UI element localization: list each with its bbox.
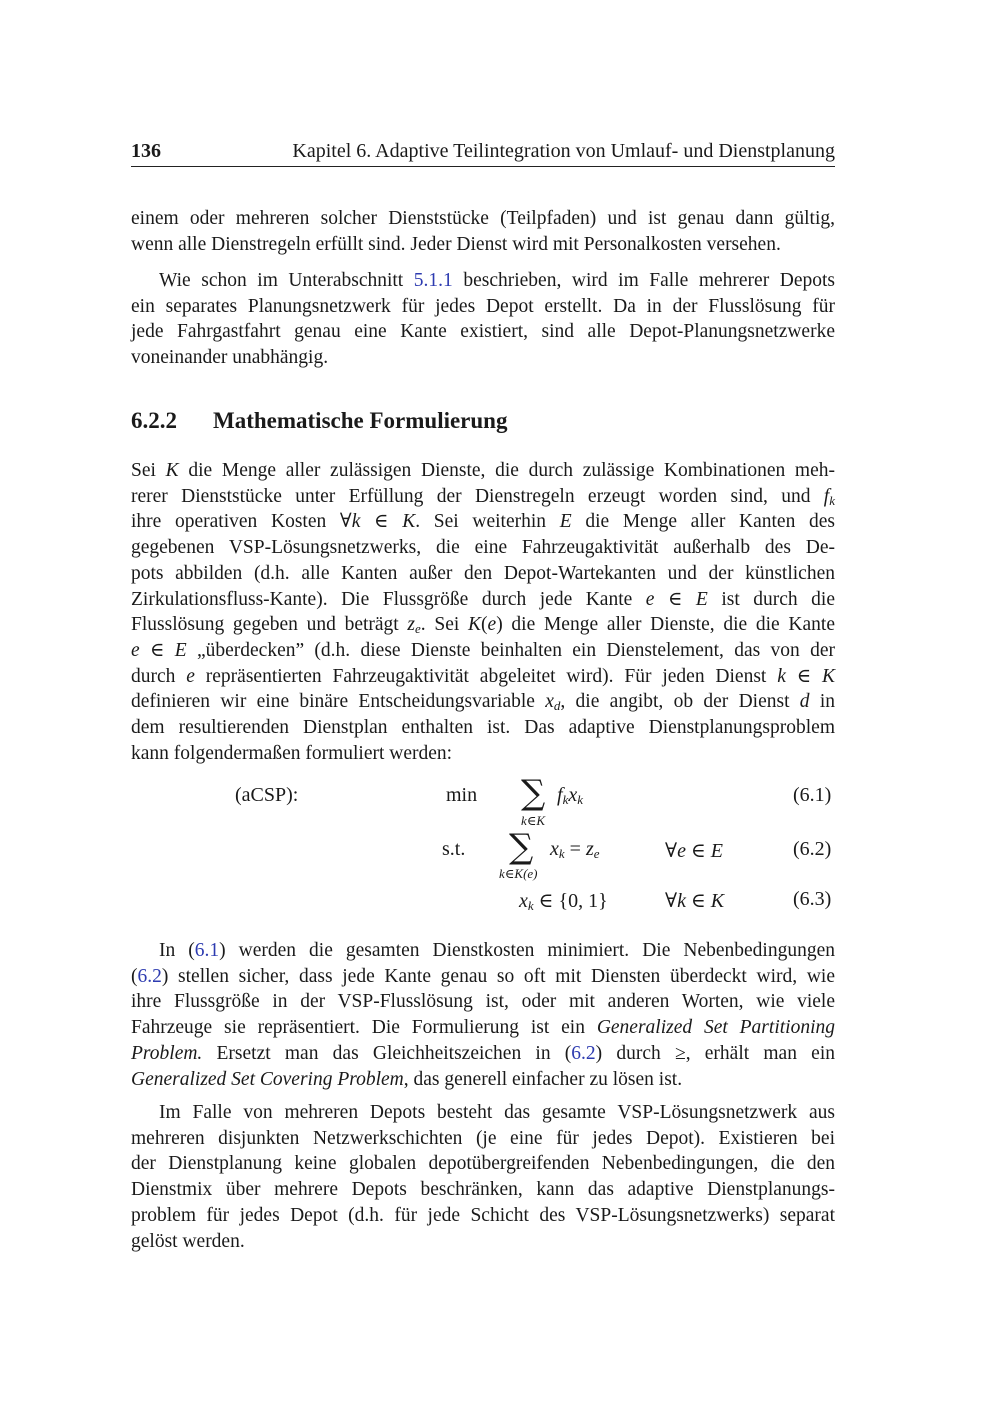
text-line: dem resultierenden Dienstplan enthalten ist. Das adaptive Dienstplanungsproblem: [131, 717, 835, 739]
text-line: einem oder mehreren solcher Dienststücke (Teilpfaden) und ist genau dann gültig,: [131, 208, 835, 229]
text-line: rerer Dienststücke unter Erfüllung der Dienstregeln erzeugt worden sind, und $f_k$: [131, 485, 835, 508]
text-line: mehreren disjunkten Netzwerkschichten (je eine für jedes Depot). Existieren bei: [131, 1127, 835, 1149]
paragraph-5: [131, 1100, 835, 1254]
paragraph-4: [131, 938, 835, 1092]
sum-subscript: k∈K: [521, 813, 546, 828]
text-line: Generalized Set Covering Problem, das generell einfacher zu lösen ist.: [131, 1068, 683, 1090]
equation-link[interactable]: 6.2: [137, 965, 162, 987]
text-line: der Dienstplanung keine globalen depotübergreifenden Nebenbedingungen, die den: [131, 1153, 835, 1175]
paragraph-1: [131, 206, 835, 257]
equation-number: (6.2): [793, 838, 832, 860]
text-line: Sei K die Menge aller zulässigen Dienste, die durch zulässige Kombinationen meh-: [131, 460, 836, 481]
text-line: gegebenen VSP-Lösungsnetzwerks, die eine Fahrzeugaktivität außerhalb des De-: [131, 537, 835, 559]
text-line: jede Fahrgastfahrt genau eine Kante existiert, sind alle Depot-Planungsnetzwerke: [131, 321, 835, 343]
constraint-expression: $x_k = z_e$: [550, 838, 600, 861]
text-line: Problem. Ersetzt man das Gleichheitszeichen in (6.2) durch ≥, erhält man ein: [131, 1042, 835, 1064]
text-line: definieren wir eine binäre Entscheidungsvariable $x_d$, die angibt, ob der Dienst d in: [131, 691, 835, 714]
text-line: Fahrzeuge sie repräsentiert. Die Formulierung ist ein Generalized Set Partitioning: [131, 1017, 835, 1039]
text-line: Flusslösung gegeben und beträgt $z_e$. Sei K(e) die Menge aller Dienste, die die Kante: [131, 614, 835, 637]
page-number: 136: [131, 140, 161, 162]
constraint-condition: ∀k ∈ K: [665, 890, 725, 912]
text-line: pots abbilden (d.h. alle Kanten außer den Depot-Wartekanten und der künstlichen: [131, 562, 835, 584]
constraint-condition: ∀e ∈ E: [665, 840, 723, 862]
text-line: ein separates Planungsnetzwerk für jedes Depot erstellt. Da in der Flusslösung für: [131, 295, 835, 317]
subsection-link[interactable]: 5.1.1: [413, 270, 453, 291]
text-line: Dienstmix über mehrere Depots beschränken, kann das adaptive Dienstplanungs-: [131, 1179, 835, 1201]
section-title: Mathematische Formulierung: [213, 408, 508, 433]
subject-to-label: s.t.: [442, 838, 466, 860]
equation-number: (6.1): [793, 784, 832, 806]
text-line: voneinander unabhängig.: [131, 347, 329, 369]
text-line: Im Falle von mehreren Depots besteht das gesamte VSP-Lösungsnetzwerk aus: [159, 1102, 835, 1123]
sum-symbol: ∑: [509, 827, 534, 867]
min-operator: min: [446, 784, 478, 806]
text-line: ihre operativen Kosten ∀k ∈ K. Sei weiterhin E die Menge aller Kanten des: [131, 511, 836, 533]
objective-expression: $f_kx_k$: [557, 784, 584, 807]
text-line: kann folgendermaßen formuliert werden:: [131, 742, 453, 764]
text-line: ihre Flussgröße in der VSP-Flusslösung ist, oder mit anderen Worten, wie viele: [131, 991, 835, 1013]
text-line: gelöst werden.: [131, 1230, 245, 1252]
sum-subscript: k∈K(e): [499, 866, 538, 881]
text-line: In (6.1) werden die gesamten Dienstkosten minimiert. Die Nebenbedingungen: [159, 940, 835, 961]
text-line: durch e repräsentierten Fahrzeugaktivität abgeleitet wird). Für jeden Dienst k ∈ K: [131, 665, 836, 687]
text-line: Zirkulationsfluss-Kante). Die Flussgröße durch jede Kante e ∈ E ist durch die: [131, 588, 835, 610]
text-line: (6.2) stellen sicher, dass jede Kante genau so oft mit Diensten überdeckt wird, wie: [131, 965, 835, 987]
equation-link[interactable]: 6.1: [194, 940, 220, 961]
binary-constraint: $x_k$ ∈ {0, 1}: [519, 890, 608, 913]
equation-link[interactable]: 6.2: [571, 1042, 596, 1064]
text-line: Wie schon im Unterabschnitt 5.1.1 beschrieben, wird im Falle mehrerer Depots: [159, 270, 835, 291]
chapter-title: Kapitel 6. Adaptive Teilintegration von Umlauf- und Dienstplanung: [292, 140, 835, 162]
running-header: [131, 140, 835, 167]
paragraph-3: [131, 458, 835, 766]
sum-symbol: ∑: [521, 773, 546, 813]
equation-number: (6.3): [793, 888, 832, 910]
section-number: 6.2.2: [131, 408, 177, 433]
text-line: wenn alle Dienstregeln erfüllt sind. Jeder Dienst wird mit Personalkosten versehen.: [131, 233, 781, 255]
problem-label: (aCSP):: [235, 784, 299, 806]
text-line: e ∈ E „überdecken” (d.h. diese Dienste beinhalten ein Dienstelement, das von der: [131, 639, 835, 661]
paragraph-2: [131, 268, 835, 371]
text-line: problem für jedes Depot (d.h. für jede Schicht des VSP-Lösungsnetzwerks) separat: [131, 1204, 835, 1226]
section-heading: [131, 408, 507, 434]
